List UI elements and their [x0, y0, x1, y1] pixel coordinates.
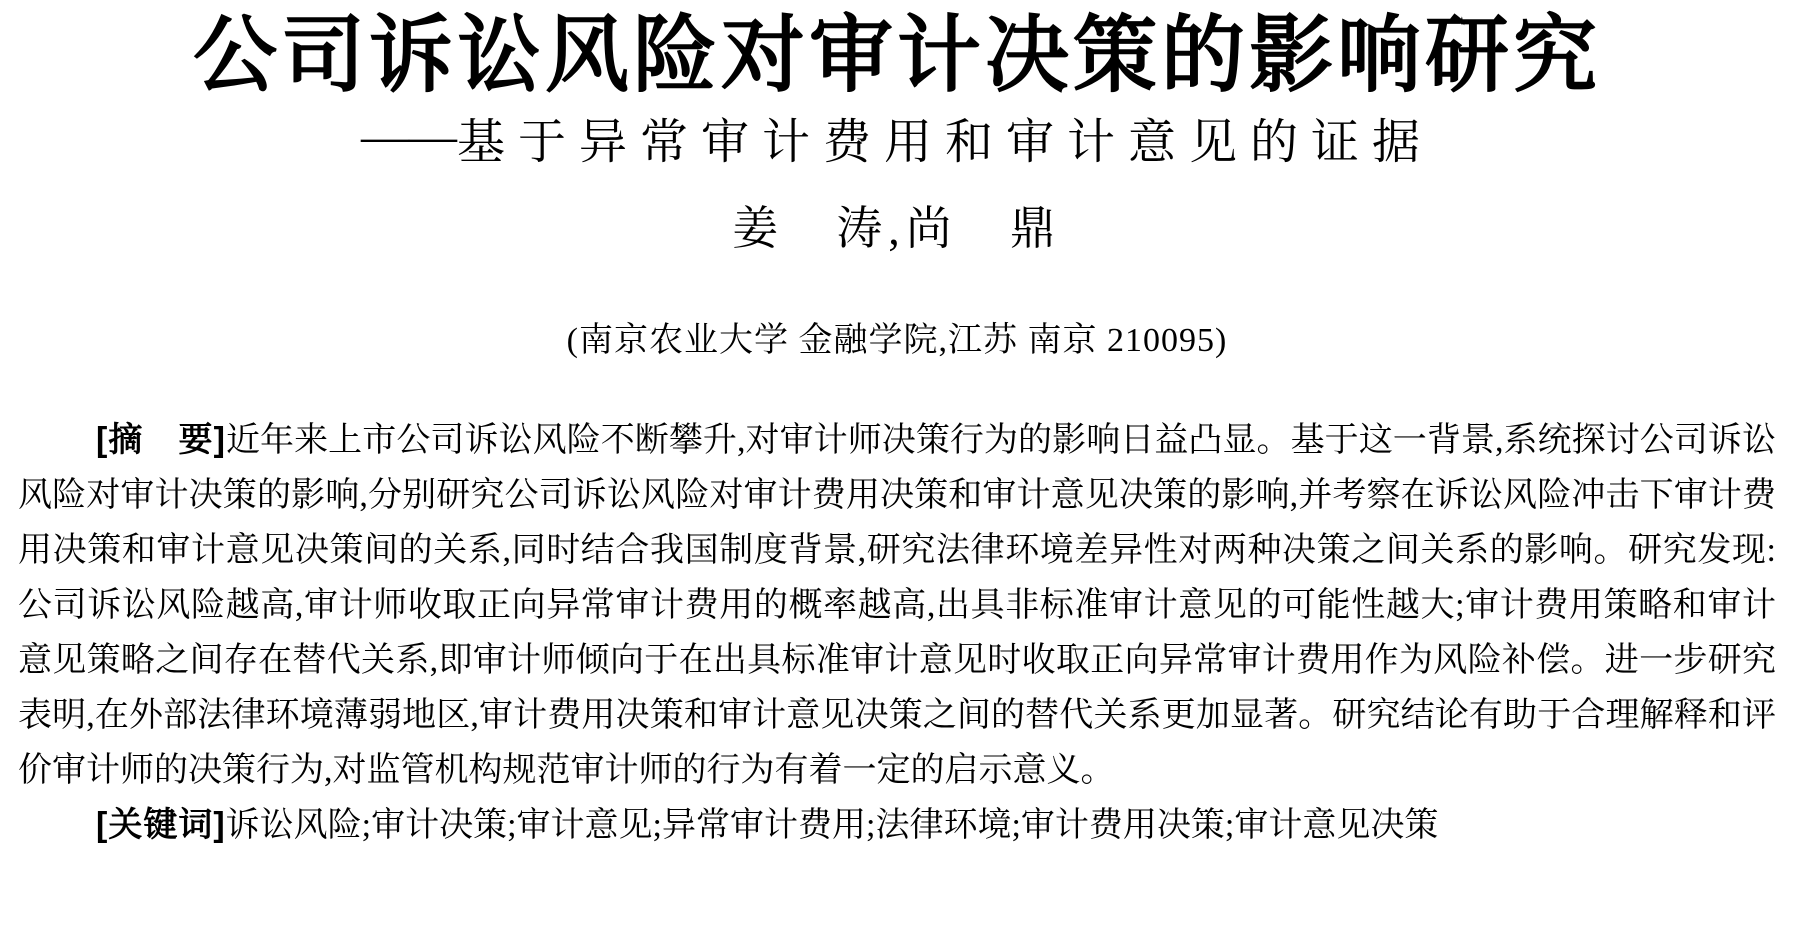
keywords-paragraph	[18, 798, 1776, 853]
paper-affiliation: (南京农业大学 金融学院,江苏 南京 210095)	[566, 322, 1228, 360]
abstract-label: [摘 要]	[96, 420, 226, 459]
abstract-paragraph	[18, 413, 1776, 798]
abstract-text: 近年来上市公司诉讼风险不断攀升,对审计师决策行为的影响日益凸显。基于这一背景,系统探讨公司诉讼风险对审计决策的影响,分别研究公司诉讼风险对审计费用决策和审计意见决策的影响,并考察在诉讼风险冲击下审计费用决策和审计意见决策间的关系,同时结合我国制度背景,研究法律环境差异性对两种决策之间关系的影响。研究发现:公司诉讼风险越高,审计师收取正向异常审计费用的概率越高,出具非标准审计意见的可能性越大;审计费用策略和审计意见策略之间存在替代关系,即审计师倾向于在出具标准审计意见时收取正向异常审计费用作为风险补偿。进一步研究表明,在外部法律环境薄弱地区,审计费用决策和审计意见决策之间的替代关系更加显著。研究结论有助于合理解释和评价审计师的决策行为,对监管机构规范审计师的行为有着一定的启示意义。	[18, 421, 1776, 789]
subtitle-text: 基于异常审计费用和审计意见的证据	[456, 116, 1433, 170]
paper-authors: 姜 涛,尚 鼎	[732, 203, 1062, 255]
paper-subtitle	[0, 110, 1794, 173]
keywords-text: 诉讼风险;审计决策;审计意见;异常审计费用;法律环境;审计费用决策;审计意见决策	[225, 806, 1439, 844]
keywords-label: [关键词]	[96, 805, 226, 844]
paper-title: 公司诉讼风险对审计决策的影响研究	[192, 8, 1601, 102]
subtitle-dash: ——	[360, 110, 457, 164]
paper-body	[18, 413, 1776, 853]
